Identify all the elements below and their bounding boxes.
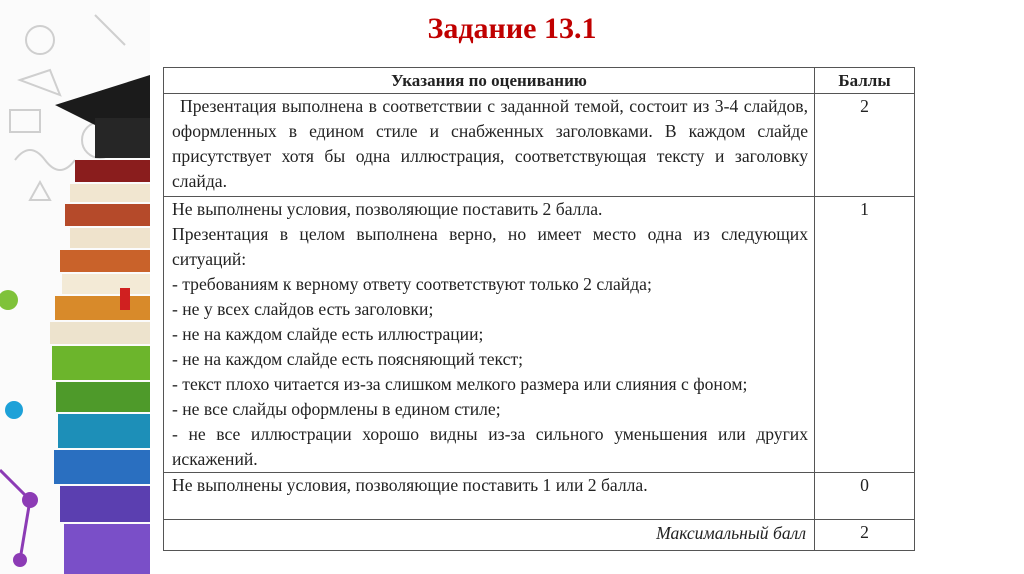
points-cell: 0 <box>815 473 915 520</box>
criteria-cell: Не выполнены условия, позволяющие поставить 1 или 2 балла. <box>164 473 815 520</box>
criteria-line: - не на каждом слайде есть иллюстрации; <box>172 324 484 344</box>
criteria-line: Презентация в целом выполнена верно, но имеет место одна из следующих ситуаций: <box>172 224 808 269</box>
header-points: Баллы <box>815 68 915 94</box>
grading-table <box>163 67 915 551</box>
page-title: Задание 13.1 <box>427 12 597 45</box>
max-score-label: Максимальный балл <box>164 520 815 551</box>
points-cell: 1 <box>815 197 915 473</box>
criteria-line: - не у всех слайдов есть заголовки; <box>172 299 434 319</box>
criteria-line: Не выполнены условия, позволяющие поставить 2 балла. <box>172 199 603 219</box>
book-stack <box>50 160 150 574</box>
points-cell: 2 <box>815 94 915 197</box>
criteria-cell <box>164 94 815 197</box>
criteria-cell <box>164 197 815 473</box>
criteria-line: - не все слайды оформлены в едином стиле; <box>172 399 501 419</box>
graduation-cap-icon <box>55 75 150 158</box>
criteria-line: - требованиям к верному ответу соответствуют только 2 слайда; <box>172 274 652 294</box>
max-score-row <box>164 520 915 551</box>
table-row <box>164 94 915 197</box>
decorative-books-illustration <box>0 0 150 574</box>
header-criteria: Указания по оцениванию <box>164 68 815 94</box>
table-header-row <box>164 68 915 94</box>
criteria-line: - не на каждом слайде есть поясняющий текст; <box>172 349 524 369</box>
table-row <box>164 197 915 473</box>
table-row <box>164 473 915 520</box>
criteria-line: - текст плохо читается из-за слишком мелкого размера или слияния с фоном; <box>172 374 748 394</box>
criteria-text: Презентация выполнена в соответствии с заданной темой, состоит из 3-4 слайдов, оформленных в едином стиле и снабженных заголовками. В каждом слайде присутствует хотя бы одна иллюстрация, соответствующая тексту и заголовку слайда. <box>172 96 808 191</box>
max-score-value: 2 <box>815 520 915 551</box>
decorative-dots <box>0 290 38 567</box>
criteria-line: - не все иллюстрации хорошо видны из-за сильного уменьшения или других искажений. <box>172 424 808 469</box>
